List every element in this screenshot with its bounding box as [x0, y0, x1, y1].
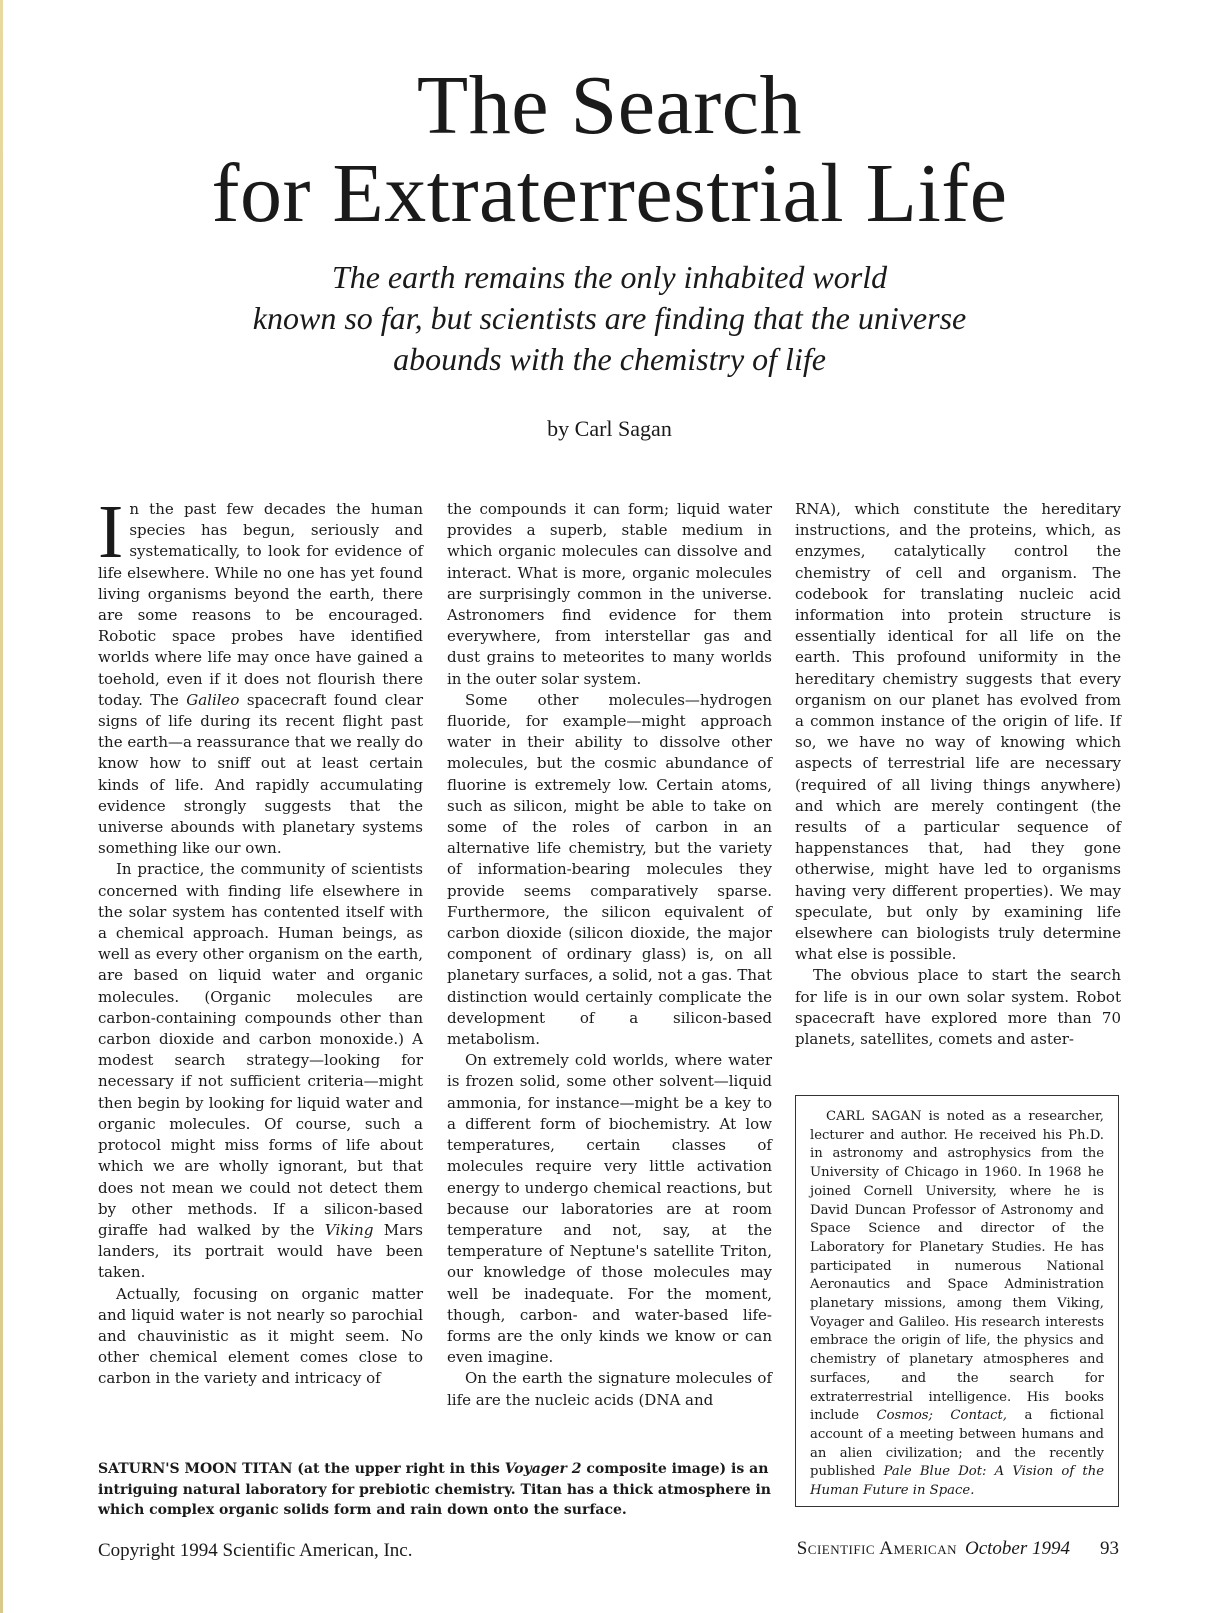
- paragraph: On the earth the signature molecules of life are the nucleic acids (DNA and: [447, 1369, 772, 1409]
- paragraph: the compounds it can form; liquid water provides a superb, stable medium in which organic molecules can dissolve and interact. What is more, organic molecules are surprisingly common in the universe. Astronomers find evidence for them everywhere, from interstellar gas and dust grains to meteorites to many worlds in the outer solar system.: [447, 500, 772, 688]
- bio-text: CARL SAGAN is noted as a researcher, lecturer and author. He received his Ph.D. in astronomy and astrophysics from the University of Chicago in 1960. In 1968 he joined Cornell University, where he is David Duncan Professor of Astronomy and Space Science and director of the Laboratory for Planetary Studies. He has participated in numerous National Aeronautics and Space Administration planetary missions, among them Viking, Voyager and Galileo. His research interests embrace the origin of life, the physics and chemistry of planetary atmospheres and surfaces, and the search for extraterrestrial intelligence. His books include: [810, 1109, 1104, 1424]
- body-column-1: [98, 490, 423, 1390]
- paragraph: [98, 490, 423, 859]
- running-footer: [797, 1538, 1119, 1560]
- magazine-name: Scientific American: [796, 1538, 957, 1559]
- paragraph: Actually, focusing on organic matter and liquid water is not nearly so parochial and chauvinistic as it might seem. No other chemical element comes close to carbon in the variety and intricacy of: [98, 1284, 423, 1388]
- paragraph: Some other molecules—hydrogen fluoride, for example—might approach water in their ability to dissolve other molecules, but the cosmic abundance of fluorine is extremely low. Certain atoms, such as silicon, might be able to take on some of the roles of carbon in an alternative life chemistry, but the variety of information-bearing molecules they provide seems comparatively sparse. Furthermore, the silicon equivalent of carbon dioxide (silicon dioxide, the major component of ordinary glass) is, on all planetary surfaces, a solid, not a gas. That distinction would certainly complicate the development of a silicon-based metabolism.: [447, 690, 772, 1049]
- paragraph: RNA), which constitute the hereditary instructions, and the proteins, which, as enzymes, catalytically control the chemistry of cell and organism. The codebook for translating nucleic acid information into protein structure is essentially identical for all life on the earth. This profound uniformity in the hereditary chemistry suggests that every organism on our planet has evolved from a common instance of the origin of life. If so, we have no way of knowing which aspects of terrestrial life are necessary (required of all living things anywhere) and which are merely contingent (the results of a particular sequence of happenstances that, had they gone otherwise, might have led to organisms having very different properties). We may speculate, but only by examining life elsewhere can biologists truly determine what else is possible.: [795, 500, 1121, 964]
- page-number: 93: [1100, 1538, 1119, 1559]
- deck-line-3: abounds with the chemistry of life: [393, 341, 826, 377]
- copyright-notice: Copyright 1994 Scientific American, Inc.: [98, 1540, 413, 1561]
- byline: by Carl Sagan: [547, 416, 672, 441]
- body-column-3: [795, 499, 1121, 1050]
- paragraph-text: spacecraft found clear signs of life during its recent flight past the earth—a reassurance that we really do know how to sniff out at least certain kinds of life. And rapidly accumulating evidence strongly suggests that the universe abounds with planetary systems something like our own.: [98, 690, 423, 858]
- spacecraft-name: Galileo: [186, 690, 240, 709]
- paragraph-text: In practice, the community of scientists concerned with finding life elsewhere in the solar system has contented itself with a chemical approach. Human beings, as well as every other organism on the earth, are based on liquid water and organic molecules. (Organic molecules are carbon-containing compounds other than carbon dioxide and carbon monoxide.) A modest search strategy—looking for necessary if not sufficient criteria—might then begin by looking for liquid water and organic molecules. Of course, such a protocol might miss forms of life about which we are wholly ignorant, but that does not mean we could not detect them by other methods. If a silicon-based giraffe had walked by the: [98, 860, 423, 1239]
- bio-text: a fictional account of a meeting between humans and an alien civilization; and the recently published: [810, 1408, 1104, 1480]
- paragraph-text: n the past few decades the human species has begun, seriously and systematically, to look for evidence of life elsewhere. While no one has yet found living organisms beyond the earth, there are some reasons to be encouraged. Robotic space probes have identified worlds where life may once have gained a toehold, even if it does not flourish there today. The: [98, 500, 423, 709]
- author-bio-box: [795, 1095, 1119, 1507]
- deck-line-1: The earth remains the only inhabited world: [331, 259, 888, 295]
- paragraph-text: Mars landers, its portrait would have been taken.: [98, 1220, 423, 1282]
- book-title: Pale Blue Dot: A Vision of the Human Future in Space.: [810, 1464, 1104, 1499]
- caption-text: composite image) is an intriguing natural laboratory for prebiotic chemistry. Titan has a thick atmosphere in which complex organic solids form and rain down onto the surface.: [98, 1461, 771, 1518]
- page-edge: [0, 0, 3, 1613]
- book-titles: Cosmos; Contact,: [876, 1408, 1007, 1424]
- spacecraft-name: Voyager 2: [504, 1461, 582, 1477]
- caption-text: SATURN'S MOON TITAN (at the upper right in this: [98, 1461, 505, 1477]
- paragraph: The obvious place to start the search for life is in our own solar system. Robot spacecraft have explored more than 70 planets, satellites, comets and aster-: [795, 966, 1121, 1049]
- author-bio: [810, 1108, 1104, 1501]
- paragraph: On extremely cold worlds, where water is frozen solid, some other solvent—liquid ammonia, for instance—might be a key to a different form of biochemistry. At low temperatures, certain classes of molecules require very little activation energy to undergo chemical reactions, but because our laboratories are at room temperature and not, say, at the temperature of Neptune's satellite Triton, our knowledge of those molecules may well be inadequate. For the moment, though, carbon- and water-based life-forms are the only kinds we know or can even imagine.: [447, 1051, 772, 1367]
- figure-caption: [98, 1459, 774, 1521]
- issue-date: October 1994: [964, 1538, 1070, 1559]
- article-title-line-1: The Search: [416, 59, 803, 152]
- body-column-2: [447, 499, 772, 1411]
- deck-line-2: known so far, but scientists are finding that the universe: [252, 300, 967, 336]
- paragraph: [98, 859, 423, 1283]
- article-title-line-2: for Extraterrestrial Life: [211, 147, 1008, 240]
- drop-cap: I: [98, 490, 124, 574]
- spacecraft-name: Viking: [324, 1220, 374, 1239]
